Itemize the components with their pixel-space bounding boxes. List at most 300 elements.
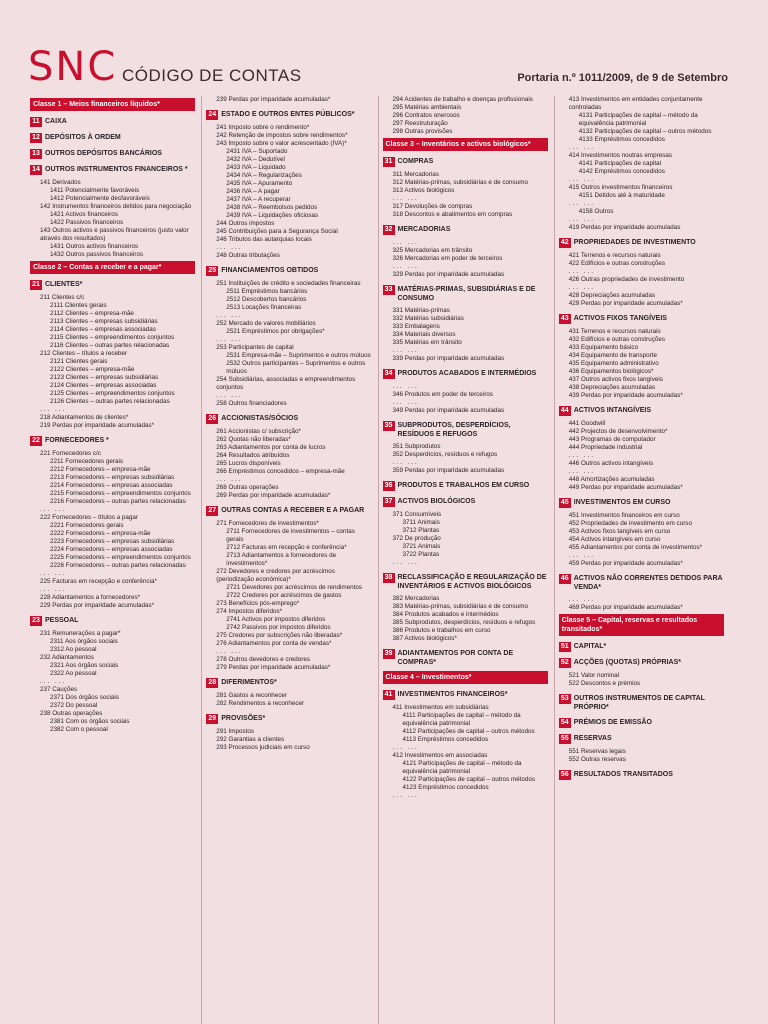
account-section (383, 649, 548, 667)
account-item: 273 Benefícios pós-emprego* (216, 600, 300, 607)
account-item: 295 Matérias ambientais (392, 104, 462, 111)
account-section (206, 678, 371, 688)
account-item: 265 Lucros disponíveis (216, 460, 281, 467)
account-item: 4158 Outros (578, 208, 614, 215)
section-number-badge: 43 (559, 314, 571, 324)
section-number-badge: 12 (30, 133, 42, 143)
account-item: 142 Instrumentos financeiros detidos para negociação (40, 203, 192, 210)
ellipsis-row: ... ... (216, 648, 243, 655)
account-item: 332 Matérias subsidiárias (392, 315, 464, 322)
account-item: 2322 Ao pessoal (50, 670, 97, 677)
account-section (559, 718, 724, 728)
section-number-badge: 26 (206, 414, 218, 424)
account-item: 272 Devedores e credores por acréscimos (periodização económica)* (216, 568, 335, 583)
account-item: 2532 Outros participantes – Suprimentos e outros mútuos (226, 360, 366, 375)
account-item: 2221 Fornecedores gerais (50, 522, 124, 529)
account-item: 2224 Fornecedores – empresas associadas (50, 546, 173, 553)
account-section (559, 498, 724, 508)
section-title: ACCIONISTAS/SÓCIOS (221, 415, 299, 422)
account-item: 318 Descontos e abatimentos em compras (392, 211, 513, 218)
account-item: 225 Facturas em recepção e conferência* (40, 578, 157, 585)
account-item: 231 Remunerações a pagar* (40, 630, 121, 637)
account-item: 281 Gastos a reconhecer (216, 692, 287, 699)
account-item: 426 Outras propriedades de investimento (568, 276, 685, 283)
section-number-badge: 53 (559, 694, 571, 704)
account-item: 442 Projectos de desenvolvimento* (568, 428, 668, 435)
ellipsis-row: ... ... (216, 244, 243, 251)
ellipsis-row: ... ... (392, 399, 419, 406)
section-title: ACTIVOS FIXOS TANGÍVEIS (573, 315, 667, 322)
section-title: FORNECEDORES * (45, 437, 109, 444)
section-number-badge: 11 (30, 117, 42, 127)
section-number-badge: 32 (383, 225, 395, 235)
account-item: 253 Participantes de capital (216, 344, 294, 351)
account-section (559, 574, 724, 592)
account-item: 469 Perdas por imparidade acumuladas* (568, 604, 683, 611)
account-item: 454 Activos intangíveis em curso (568, 536, 661, 543)
account-section (383, 481, 548, 491)
account-item: 449 Perdas por imparidade acumuladas* (568, 484, 683, 491)
account-item: 2126 Clientes – outras partes relacionadas (50, 398, 170, 405)
ellipsis-row: ... ... (568, 596, 595, 603)
account-item: 352 Desperdícios, resíduos e refugos (392, 451, 498, 458)
account-item: 2212 Fornecedores – empresa-mãe (50, 466, 151, 473)
account-item: 2223 Fornecedores – empresas subsidiárias (50, 538, 175, 545)
account-section (383, 157, 548, 167)
account-item: 2121 Clientes gerais (50, 358, 108, 365)
account-item: 414 Investimentos noutras empresas (568, 152, 673, 159)
ellipsis-row: ... ... (392, 792, 419, 799)
account-item: 4121 Participações de capital – método da equivalência patrimonial (402, 760, 522, 775)
account-item: 349 Perdas por imparidade acumuladas (392, 407, 505, 414)
account-item: 2115 Clientes – empreendimentos conjuntos (50, 334, 175, 341)
account-item: 274 Impostos diferidos* (216, 608, 283, 615)
account-item: 2436 IVA – A pagar (226, 188, 280, 195)
account-item: 359 Perdas por imparidade acumuladas (392, 467, 505, 474)
account-item: 453 Activos fixos tangíveis em curso (568, 528, 671, 535)
section-title: RECLASSIFICAÇÃO E REGULARIZAÇÃO DE INVENTÁRIOS E ACTIVOS BIOLÓGICOS (397, 574, 547, 590)
class-header-bar: Classe 3 – Inventários e activos biológicos* (383, 138, 548, 151)
ellipsis-row: ... ... (216, 336, 243, 343)
account-item: 212 Clientes – títulos a receber (40, 350, 128, 357)
ellipsis-row: ... ... (392, 559, 419, 566)
account-item: 439 Perdas por imparidade acumuladas* (568, 392, 683, 399)
account-item: 2123 Clientes – empresas subsidiárias (50, 374, 159, 381)
section-number-badge: 36 (383, 481, 395, 491)
section-number-badge: 24 (206, 110, 218, 120)
account-item: 412 Investimentos em associadas (392, 752, 488, 759)
account-item: 2215 Fornecedores – empreendimentos conjuntos (50, 490, 191, 497)
section-title: INVESTIMENTOS EM CURSO (573, 499, 671, 506)
account-item: 297 Reestruturação (392, 120, 448, 127)
section-number-badge: 13 (30, 149, 42, 159)
account-item: 441 Goodwill (568, 420, 606, 427)
account-section (30, 133, 195, 143)
column-4 (554, 96, 724, 1024)
section-title: FINANCIAMENTOS OBTIDOS (221, 267, 319, 274)
account-item: 4111 Participações de capital – método da equivalência patrimonial (402, 712, 521, 727)
account-section (206, 110, 371, 120)
account-section (30, 436, 195, 446)
account-item: 351 Subprodutos (392, 443, 441, 450)
account-item: 422 Edifícios e outras construções (568, 260, 666, 267)
account-item: 331 Matérias-primas (392, 307, 450, 314)
account-item: 2741 Activos por impostos diferidos (226, 616, 326, 623)
account-item: 4141 Participações de capital (578, 160, 662, 167)
account-item: 219 Perdas por imparidade acumuladas* (40, 422, 155, 429)
account-item: 143 Outros activos e passivos financeiros (justo valor através dos resultados) (40, 227, 189, 242)
account-item: 2114 Clientes – empresas associadas (50, 326, 156, 333)
section-number-badge: 34 (383, 369, 395, 379)
account-item: 311 Mercadorias (392, 171, 439, 178)
account-item: 346 Produtos em poder de terceiros (392, 391, 493, 398)
section-number-badge: 38 (383, 573, 395, 583)
account-item: 237 Cauções (40, 686, 78, 693)
account-item: 437 Outros activos fixos tangíveis (568, 376, 663, 383)
account-item: 334 Materiais diversos (392, 331, 456, 338)
account-item: 444 Propriedade industrial (568, 444, 643, 451)
account-item: 232 Adiantamentos (40, 654, 94, 661)
section-title: ADIANTAMENTOS POR CONTA DE COMPRAS* (397, 650, 514, 666)
section-number-badge: 45 (559, 498, 571, 508)
snc-logo: SNC (28, 44, 118, 90)
account-item: 325 Mercadorias em trânsito (392, 247, 473, 254)
account-item: 4122 Participações de capital – outros métodos (402, 776, 536, 783)
ellipsis-row: ... ... (568, 268, 595, 275)
section-title: ESTADO E OUTROS ENTES PÚBLICOS* (221, 111, 355, 118)
account-item: 2213 Fornecedores – empresas subsidiárias (50, 474, 175, 481)
section-title: CAPITAL* (573, 643, 607, 650)
account-item: 2122 Clientes – empresa-mãe (50, 366, 135, 373)
section-number-badge: 54 (559, 718, 571, 728)
account-section (206, 266, 371, 276)
account-item: 3722 Plantas (402, 551, 440, 558)
account-item: 258 Outros financiadores (216, 400, 287, 407)
account-item: 246 Tributos das autarquias locais (216, 236, 312, 243)
account-item: 551 Reservas legais (568, 748, 626, 755)
section-title: OUTROS INSTRUMENTOS DE CAPITAL PRÓPRIO* (573, 695, 705, 711)
account-item: 261 Accionistas c/ subscrição* (216, 428, 301, 435)
account-item: 552 Outras reservas (568, 756, 626, 763)
account-item: 455 Adiantamentos por conta de investimentos* (568, 544, 703, 551)
account-item: 1432 Outros passivos financeiros (50, 251, 144, 258)
account-item: 282 Rendimentos a reconhecer (216, 700, 305, 707)
account-section (206, 714, 371, 724)
ellipsis-row: ... ... (392, 459, 419, 466)
account-section (206, 506, 371, 516)
account-item: 433 Equipamento básico (568, 344, 639, 351)
account-item: 2722 Credores por acréscimos de gastos (226, 592, 342, 599)
account-section (559, 642, 724, 652)
account-item: 419 Perdas por imparidade acumuladas (568, 224, 681, 231)
account-section (559, 406, 724, 416)
account-item: 2531 Empresa-mãe – Suprimentos e outros mútuos (226, 352, 371, 359)
section-number-badge: 39 (383, 649, 395, 659)
ellipsis-row: ... ... (568, 552, 595, 559)
account-item: 2214 Fornecedores – empresas associadas (50, 482, 173, 489)
account-item: 339 Perdas por imparidade acumuladas (392, 355, 505, 362)
account-section (30, 280, 195, 290)
account-item: 4123 Empréstimos concedidos (402, 784, 489, 791)
account-item: 428 Depreciações acumuladas (568, 292, 656, 299)
column-2 (201, 96, 371, 1024)
account-item: 2435 IVA – Apuramento (226, 180, 293, 187)
account-section (30, 616, 195, 626)
account-item: 386 Produtos e trabalhos em curso (392, 627, 491, 634)
ellipsis-row: ... ... (392, 347, 419, 354)
section-title: CAIXA (45, 118, 67, 125)
section-number-badge: 55 (559, 734, 571, 744)
account-item: 2431 IVA – Suportado (226, 148, 288, 155)
account-item: 1411 Potencialmente favoráveis (50, 187, 140, 194)
account-item: 4113 Empréstimos concedidos (402, 736, 489, 743)
account-section (559, 694, 724, 712)
account-item: 242 Retenção de impostos sobre rendimentos* (216, 132, 348, 139)
account-item: 431 Terrenos e recursos naturais (568, 328, 661, 335)
account-item: 2434 IVA – Regularizações (226, 172, 302, 179)
account-item: 443 Programas de computador (568, 436, 656, 443)
section-title: PROPRIEDADES DE INVESTIMENTO (573, 239, 696, 246)
account-item: 333 Embalagens (392, 323, 440, 330)
account-item: 4131 Participações de capital – método da equivalência patrimonial (578, 112, 698, 127)
account-section (383, 225, 548, 235)
account-item: 4133 Empréstimos concedidos (578, 136, 665, 143)
account-item: 264 Resultados atribuídos (216, 452, 290, 459)
account-item: 2124 Clientes – empresas associadas (50, 382, 157, 389)
account-item: 2433 IVA – Liquidado (226, 164, 286, 171)
account-item: 279 Perdas por imparidade acumuladas* (216, 664, 331, 671)
account-item: 2321 Aos órgãos sociais (50, 662, 119, 669)
account-item: 2432 IVA – Dedutível (226, 156, 285, 163)
account-item: 335 Matérias em trânsito (392, 339, 462, 346)
account-section (383, 497, 548, 507)
section-number-badge: 27 (206, 506, 218, 516)
account-item: 329 Perdas por imparidade acumuladas (392, 271, 505, 278)
account-section (559, 734, 724, 744)
account-item: 2713 Adiantamentos a fornecedores de investimentos* (226, 552, 337, 567)
section-title: MERCADORIAS (397, 226, 451, 233)
section-number-badge: 28 (206, 678, 218, 688)
section-title: DIFERIMENTOS* (221, 679, 277, 686)
account-item: 291 Impostos (216, 728, 255, 735)
account-item: 2222 Fornecedores – empresa-mãe (50, 530, 151, 537)
account-item: 2111 Clientes gerais (50, 302, 107, 309)
section-number-badge: 41 (383, 690, 395, 700)
account-item: 141 Derivados (40, 179, 81, 186)
account-item: 2521 Empréstimos por obrigações* (226, 328, 325, 335)
account-item: 2312 Ao pessoal (50, 646, 97, 653)
ellipsis-row: ... ... (568, 468, 595, 475)
account-item: 383 Matérias-primas, subsidiárias e de consumo (392, 603, 528, 610)
account-item: 2382 Com o pessoal (50, 726, 108, 733)
account-item: 432 Edifícios e outras construções (568, 336, 666, 343)
account-item: 451 Investimentos financeiros em curso (568, 512, 680, 519)
account-item: 411 Investimentos em subsidiárias (392, 704, 489, 711)
ellipsis-row: ... ... (568, 216, 595, 223)
section-number-badge: 14 (30, 165, 42, 175)
account-item: 211 Clientes c/c (40, 294, 85, 301)
class-header-bar: Classe 2 – Contas a receber e a pagar* (30, 261, 195, 274)
ellipsis-row: ... ... (568, 176, 595, 183)
account-item: 448 Amortizações acumuladas (568, 476, 655, 483)
section-number-badge: 52 (559, 658, 571, 668)
section-number-badge: 35 (383, 421, 395, 431)
account-item: 218 Adiantamentos de clientes* (40, 414, 129, 421)
page-header (28, 44, 728, 94)
account-section (383, 573, 548, 591)
section-title: COMPRAS (397, 158, 434, 165)
account-item: 1412 Potencialmente desfavoráveis (50, 195, 150, 202)
account-item: 2225 Fornecedores – empreendimentos conjuntos (50, 554, 191, 561)
account-item: 2371 Dos órgãos sociais (50, 694, 119, 701)
section-title: PRÉMIOS DE EMISSÃO (573, 719, 652, 726)
account-item: 2311 Aos órgãos sociais (50, 638, 118, 645)
section-number-badge: 29 (206, 714, 218, 724)
account-item: 2438 IVA – Reembolsos pedidos (226, 204, 318, 211)
account-item: 245 Contribuições para a Segurança Social (216, 228, 338, 235)
account-item: 438 Depreciações acumuladas (568, 384, 656, 391)
account-item: 252 Mercado de valores mobiliários (216, 320, 316, 327)
ellipsis-row: ... ... (40, 678, 67, 685)
account-item: 269 Perdas por imparidade acumuladas* (216, 492, 331, 499)
account-item: 263 Adiantamentos por conta de lucros (216, 444, 326, 451)
account-item: 385 Subprodutos, desperdícios, resíduos e refugos (392, 619, 536, 626)
account-item: 3721 Animais (402, 543, 441, 550)
column-3 (378, 96, 548, 1024)
section-number-badge: 21 (30, 280, 42, 290)
account-item: 266 Empréstimos concedidos – empresa-mãe (216, 468, 345, 475)
account-item: 446 Outros activos intangíveis (568, 460, 654, 467)
account-item: 2513 Locações financeiras (226, 304, 302, 311)
account-item: 521 Valor nominal (568, 672, 620, 679)
account-item: 434 Equipamento de transporte (568, 352, 657, 359)
account-section (559, 314, 724, 324)
section-title: INVESTIMENTOS FINANCEIROS* (397, 691, 508, 698)
column-1 (30, 96, 195, 1024)
account-section (30, 149, 195, 159)
account-item: 312 Matérias-primas, subsidiárias e de consumo (392, 179, 528, 186)
account-section (206, 414, 371, 424)
section-title: PESSOAL (45, 617, 79, 624)
account-item: 382 Mercadorias (392, 595, 440, 602)
section-number-badge: 56 (559, 770, 571, 780)
ellipsis-row: ... ... (40, 586, 67, 593)
account-item: 2721 Devedores por acréscimos de rendimentos (226, 584, 363, 591)
account-item: 221 Fornecedores c/c (40, 450, 101, 457)
section-number-badge: 44 (559, 406, 571, 416)
ellipsis-row: ... ... (40, 570, 67, 577)
account-item: 435 Equipamento administrativo (568, 360, 659, 367)
account-item: 4112 Participações de capital – outros métodos (402, 728, 535, 735)
account-item: 276 Adiantamentos por conta de vendas* (216, 640, 332, 647)
section-title: OUTROS INSTRUMENTOS FINANCEIROS * (45, 166, 188, 173)
account-item: 251 Instituições de crédito e sociedades financeiras (216, 280, 361, 287)
account-section (383, 421, 548, 439)
page-title: CÓDIGO DE CONTAS (122, 66, 302, 85)
account-item: 4132 Participações de capital – outros métodos (578, 128, 712, 135)
section-title: PRODUTOS ACABADOS E INTERMÉDIOS (397, 370, 537, 377)
account-item: 384 Produtos acabados e intermédios (392, 611, 499, 618)
section-title: CLIENTES* (45, 281, 83, 288)
account-item: 243 Imposto sobre o valor acrescentado (IVA)* (216, 140, 347, 147)
account-item: 371 Consumíveis (392, 511, 442, 518)
account-item: 2742 Passivos por impostos diferidos (226, 624, 331, 631)
section-title: PROVISÕES* (221, 715, 266, 722)
account-item: 222 Fornecedores – títulos a pagar (40, 514, 139, 521)
account-item: 248 Outras tributações (216, 252, 280, 259)
ellipsis-row: ... ... (392, 239, 419, 246)
account-section (30, 117, 195, 127)
section-number-badge: 33 (383, 285, 395, 295)
account-item: 2712 Facturas em recepção e conferência* (226, 544, 347, 551)
class-header-bar: Classe 5 – Capital, reservas e resultados transitados* (559, 614, 724, 636)
account-item: 275 Credores por subscrições não liberadas* (216, 632, 343, 639)
account-item: 3712 Plantas (402, 527, 440, 534)
account-item: 2211 Fornecedores gerais (50, 458, 124, 465)
ellipsis-row: ... ... (40, 506, 67, 513)
account-item: 459 Perdas por imparidade acumuladas* (568, 560, 683, 567)
account-item: 2372 Do pessoal (50, 702, 98, 709)
account-section (30, 165, 195, 175)
section-title: RESERVAS (573, 735, 612, 742)
section-title: ACTIVOS NÃO CORRENTES DETIDOS PARA VENDA* (573, 575, 723, 591)
account-item: 2439 IVA – Liquidações oficiosas (226, 212, 319, 219)
account-item: 2711 Fornecedores de investimentos – contas gerais (226, 528, 355, 543)
account-item: 2113 Clientes – empresas subsidiárias (50, 318, 158, 325)
ellipsis-row: ... ... (216, 392, 243, 399)
account-section (559, 658, 724, 668)
account-item: 3711 Animais (402, 519, 440, 526)
account-item: 298 Outras provisões (392, 128, 453, 135)
ellipsis-row: ... ... (568, 200, 595, 207)
account-item: 2216 Fornecedores – outras partes relacionadas (50, 498, 186, 505)
account-item: 2112 Clientes – empresa-mãe (50, 310, 134, 317)
account-section (559, 770, 724, 780)
section-title: ACTIVOS INTANGÍVEIS (573, 407, 652, 414)
account-item: 2116 Clientes – outras partes relacionadas (50, 342, 170, 349)
account-item: 268 Outras operações (216, 484, 279, 491)
account-item: 413 Investimentos em entidades conjuntamente controladas (568, 96, 703, 111)
account-item: 292 Garantias a clientes (216, 736, 285, 743)
ellipsis-row: ... ... (216, 476, 243, 483)
section-number-badge: 22 (30, 436, 42, 446)
account-item: 254 Subsidiárias, associadas e empreendimentos conjuntos (216, 376, 356, 391)
account-item: 415 Outros investimentos financeiros (568, 184, 673, 191)
account-item: 294 Acidentes de trabalho e doenças profissionais (392, 96, 533, 103)
account-item: 2512 Descobertos bancários (226, 296, 307, 303)
account-item: 1421 Activos financeiros (50, 211, 118, 218)
account-item: 293 Processos judiciais em curso (216, 744, 310, 751)
ellipsis-row: ... ... (568, 144, 595, 151)
account-item: 262 Quotas não liberadas* (216, 436, 291, 443)
account-item: 326 Mercadorias em poder de terceiros (392, 255, 503, 262)
section-number-badge: 37 (383, 497, 395, 507)
account-item: 1422 Passivos financeiros (50, 219, 124, 226)
section-title: DEPÓSITOS À ORDEM (45, 134, 121, 141)
account-section (559, 238, 724, 248)
ellipsis-row: ... ... (40, 406, 67, 413)
account-item: 317 Devoluções de compras (392, 203, 473, 210)
account-item: 4142 Empréstimos concedidos (578, 168, 665, 175)
account-item: 429 Perdas por imparidade acumuladas* (568, 300, 683, 307)
account-item: 313 Activos biológicos (392, 187, 455, 194)
account-item: 241 Imposto sobre o rendimento* (216, 124, 310, 131)
class-header-bar: Classe 1 – Meios financeiros líquidos* (30, 98, 195, 111)
account-item: 2511 Empréstimos bancários (226, 288, 308, 295)
account-item: 296 Contratos onerosos (392, 112, 460, 119)
section-title: MATÉRIAS-PRIMAS, SUBSIDIÁRIAS E DE CONSUMO (397, 286, 536, 302)
ellipsis-row: ... ... (392, 744, 419, 751)
